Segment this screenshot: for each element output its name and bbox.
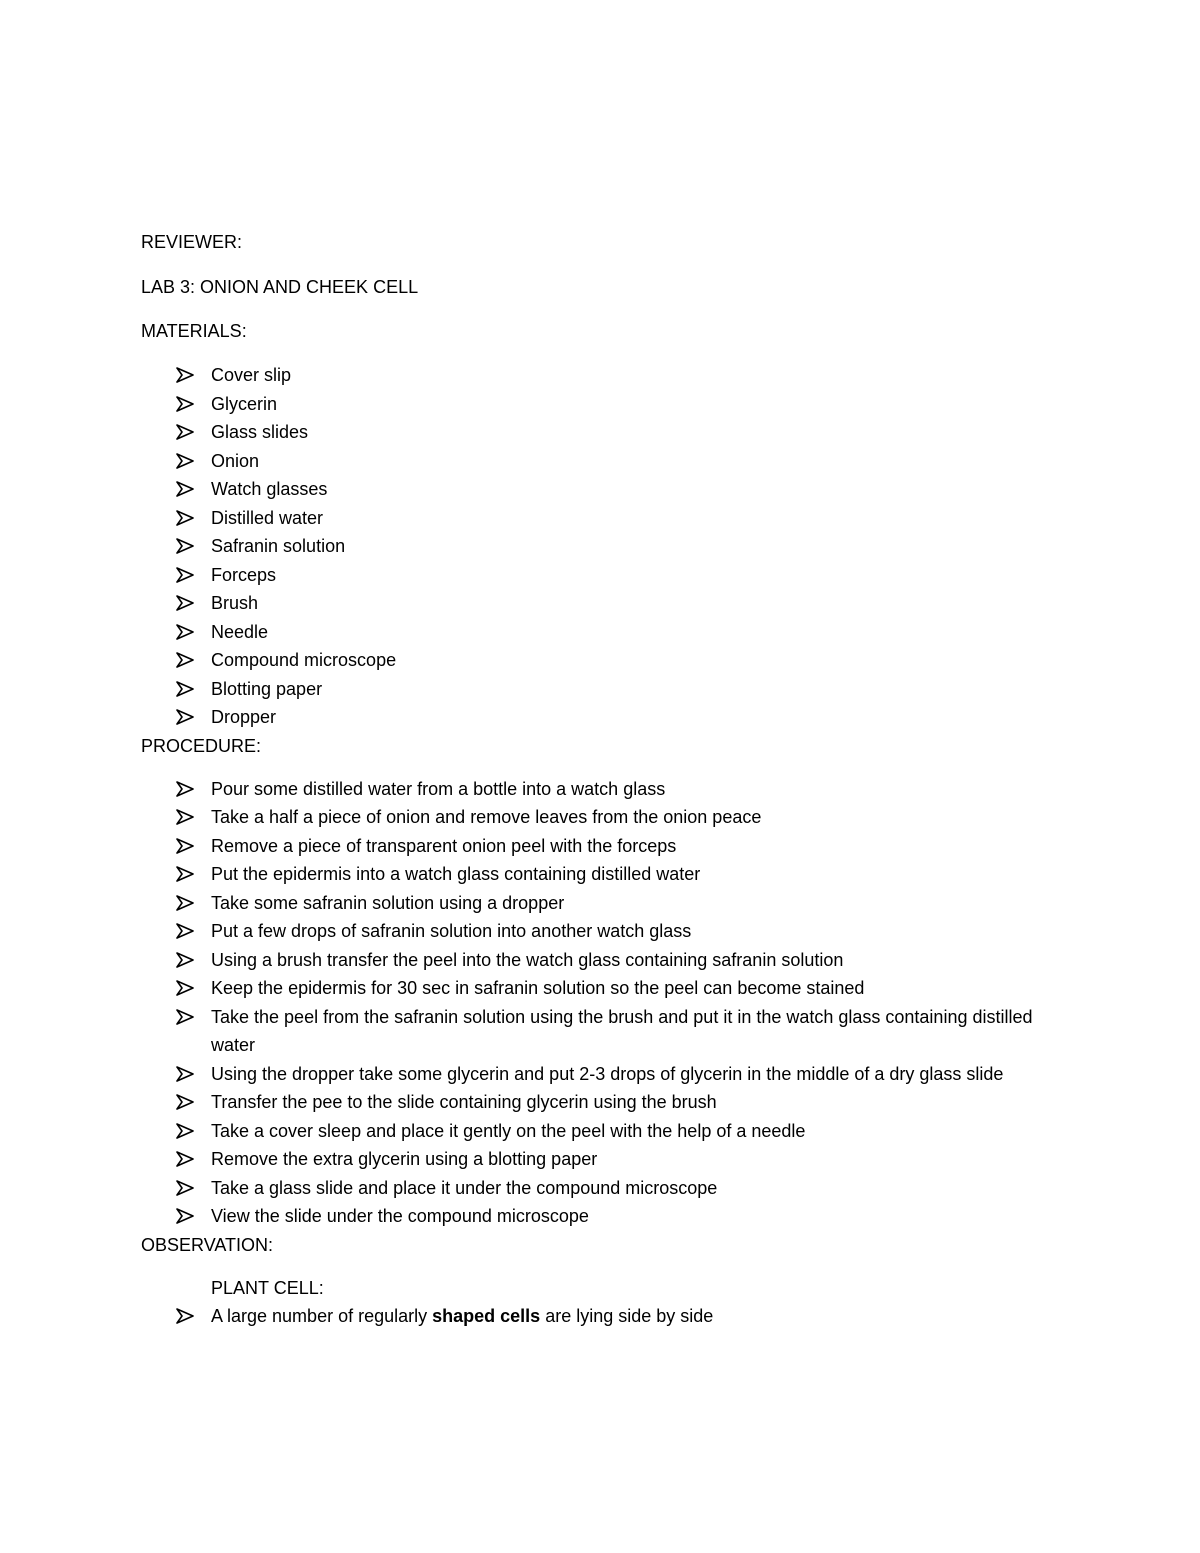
list-item xyxy=(141,946,1061,975)
list-item xyxy=(141,532,1061,561)
arrowhead-bullet-icon xyxy=(175,1208,195,1224)
list-item xyxy=(141,775,1061,804)
list-item-text: Compound microscope xyxy=(211,650,397,670)
list-item-text: Put the epidermis into a watch glass containing distilled water xyxy=(211,864,701,884)
list-item xyxy=(141,1003,1061,1060)
list-item xyxy=(141,917,1061,946)
arrowhead-bullet-icon xyxy=(175,980,195,996)
list-item xyxy=(141,618,1061,647)
arrowhead-bullet-icon xyxy=(175,424,195,440)
observation-text-before: A large number of regularly xyxy=(211,1305,433,1326)
arrowhead-bullet-icon xyxy=(175,1180,195,1196)
list-item xyxy=(141,1060,1061,1089)
observation-text-bold: shaped cells xyxy=(432,1305,541,1326)
arrowhead-bullet-icon xyxy=(175,1151,195,1167)
list-item-text: Glass slides xyxy=(211,422,309,442)
list-item xyxy=(141,447,1061,476)
list-item xyxy=(141,675,1061,704)
list-item xyxy=(141,1302,1061,1331)
list-item-text: Watch glasses xyxy=(211,479,328,499)
arrowhead-bullet-icon xyxy=(175,1308,195,1324)
arrowhead-bullet-icon xyxy=(175,367,195,383)
observation-heading: OBSERVATION: xyxy=(141,1234,274,1255)
arrowhead-bullet-icon xyxy=(175,838,195,854)
arrowhead-bullet-icon xyxy=(175,510,195,526)
arrowhead-bullet-icon xyxy=(175,624,195,640)
list-item-text: Forceps xyxy=(211,564,277,585)
lab-title: LAB 3: ONION AND CHEEK CELL xyxy=(141,277,419,297)
arrowhead-bullet-icon xyxy=(175,396,195,412)
arrowhead-bullet-icon xyxy=(175,866,195,882)
list-item xyxy=(141,1145,1061,1174)
list-item-text: Distilled water xyxy=(211,507,324,528)
list-item xyxy=(141,646,1061,675)
list-item-text: Remove a piece of transparent onion peel with the forceps xyxy=(211,835,677,856)
list-item-text: Keep the epidermis for 30 sec in safranin solution so the peel can become stained xyxy=(211,978,865,998)
list-item-text: Using the dropper take some glycerin and put 2-3 drops of glycerin in the middle of a dry glass slide xyxy=(211,1063,1004,1084)
procedure-heading: PROCEDURE: xyxy=(141,735,262,756)
materials-heading: MATERIALS: xyxy=(141,321,247,341)
list-item-text: Transfer the pee to the slide containing glycerin using the brush xyxy=(211,1092,717,1112)
reviewer-heading: REVIEWER: xyxy=(141,232,243,252)
list-item xyxy=(141,589,1061,618)
list-item xyxy=(141,1088,1061,1117)
list-item-text: Put a few drops of safranin solution into another watch glass xyxy=(211,921,692,941)
arrowhead-bullet-icon xyxy=(175,709,195,725)
list-item xyxy=(141,1202,1061,1231)
document-page xyxy=(141,228,1061,1330)
list-item-text: View the slide under the compound microscope xyxy=(211,1206,589,1226)
list-item xyxy=(141,390,1061,419)
observation-text-after: are lying side by side xyxy=(540,1305,714,1326)
list-item xyxy=(141,974,1061,1003)
list-item-text: Remove the extra glycerin using a blotting paper xyxy=(211,1149,598,1169)
list-item-text: Take a half a piece of onion and remove leaves from the onion peace xyxy=(211,807,762,827)
arrowhead-bullet-icon xyxy=(175,1094,195,1110)
arrowhead-bullet-icon xyxy=(175,923,195,939)
list-item-text: Brush xyxy=(211,593,259,613)
arrowhead-bullet-icon xyxy=(175,567,195,583)
list-item-text: Take some safranin solution using a dropper xyxy=(211,892,565,913)
list-item xyxy=(141,561,1061,590)
list-item-text: Take the peel from the safranin solution using the brush and put it in the watch glass containing distilled water xyxy=(211,1006,1033,1055)
arrowhead-bullet-icon xyxy=(175,595,195,611)
list-item xyxy=(141,361,1061,390)
list-item xyxy=(141,418,1061,447)
arrowhead-bullet-icon xyxy=(175,1009,195,1025)
arrowhead-bullet-icon xyxy=(175,1123,195,1139)
list-item-text: Using a brush transfer the peel into the watch glass containing safranin solution xyxy=(211,949,844,970)
list-item-text: Take a glass slide and place it under the compound microscope xyxy=(211,1177,718,1198)
arrowhead-bullet-icon xyxy=(175,453,195,469)
list-item-text: Cover slip xyxy=(211,365,292,385)
arrowhead-bullet-icon xyxy=(175,781,195,797)
list-item-text: Glycerin xyxy=(211,393,278,414)
materials-list xyxy=(141,361,1061,732)
arrowhead-bullet-icon xyxy=(175,1066,195,1082)
list-item-text: Pour some distilled water from a bottle into a watch glass xyxy=(211,778,666,799)
arrowhead-bullet-icon xyxy=(175,952,195,968)
list-item xyxy=(141,832,1061,861)
observation-list xyxy=(141,1302,1061,1331)
list-item xyxy=(141,803,1061,832)
arrowhead-bullet-icon xyxy=(175,895,195,911)
list-item-text: Safranin solution xyxy=(211,536,346,556)
arrowhead-bullet-icon xyxy=(175,809,195,825)
plant-cell-heading: PLANT CELL: xyxy=(211,1277,324,1298)
arrowhead-bullet-icon xyxy=(175,681,195,697)
list-item xyxy=(141,1117,1061,1146)
arrowhead-bullet-icon xyxy=(175,652,195,668)
list-item xyxy=(141,504,1061,533)
arrowhead-bullet-icon xyxy=(175,538,195,554)
list-item xyxy=(141,703,1061,732)
list-item xyxy=(141,889,1061,918)
list-item xyxy=(141,475,1061,504)
list-item-text: Take a cover sleep and place it gently on the peel with the help of a needle xyxy=(211,1120,806,1141)
list-item-text: Dropper xyxy=(211,707,277,727)
list-item xyxy=(141,1174,1061,1203)
list-item-text: Onion xyxy=(211,450,260,471)
arrowhead-bullet-icon xyxy=(175,481,195,497)
list-item xyxy=(141,860,1061,889)
list-item-text: Blotting paper xyxy=(211,678,323,699)
list-item-text: Needle xyxy=(211,621,269,642)
procedure-list xyxy=(141,775,1061,1231)
